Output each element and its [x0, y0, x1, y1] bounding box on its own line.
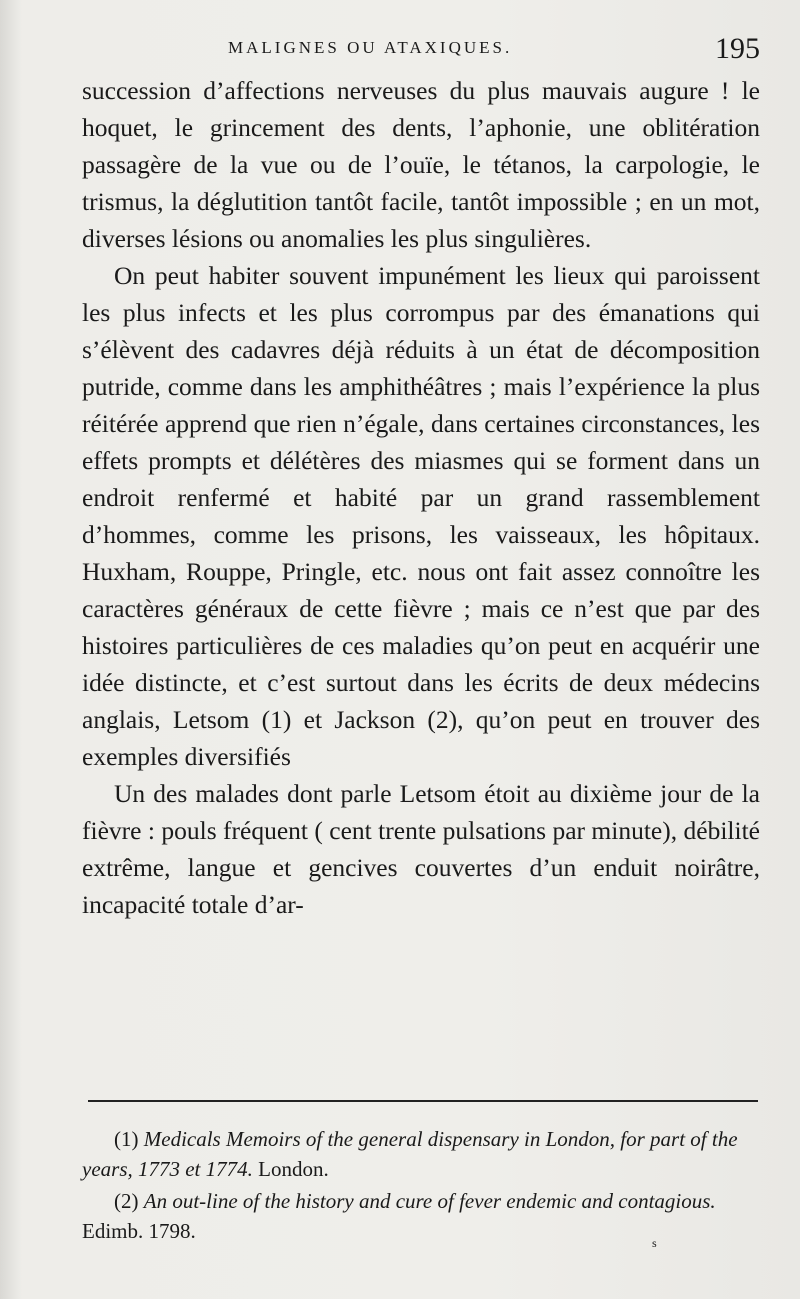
page-number: 195 [715, 32, 760, 65]
footnote-divider [88, 1100, 758, 1102]
paragraph: succession d’affections nerveuses du plus mauvais augure ! le hoquet, le grincement des dents, l’aphonie, une oblitération passagère de la vue ou de l’ouïe, le tétanos, la carpologie, le trismus, la déglutition tantôt facile, tantôt impossible ; en un mot, diverses lésions ou anomalies les plus singulières. [82, 76, 760, 253]
page-header [228, 34, 760, 68]
running-title: MALIGNES OU ATAXIQUES. [228, 38, 513, 57]
body-text [82, 72, 760, 923]
footnote-title: An out-line of the history and cure of fever endemic and contagious. [143, 1189, 716, 1213]
footnotes [82, 1124, 760, 1248]
footnote [82, 1124, 760, 1184]
paragraph: Un des malades dont parle Letsom étoit au dixième jour de la fièvre : pouls fréquent ( cent trente pulsations par minute), débilité extrême, langue et gencives couvertes d’un enduit noirâtre, incapacité totale d’ar- [82, 779, 760, 919]
footnote-number: (1) [114, 1127, 139, 1151]
footnote [82, 1186, 760, 1246]
signature-mark: s [652, 1236, 657, 1250]
footnote-number: (2) [114, 1189, 139, 1213]
footnote-place: Edimb. 1798. [82, 1219, 196, 1243]
footnote-title: Medicals Memoirs of the general dispensary in London, for part of the years, 1773 et 1774. [82, 1127, 738, 1181]
paragraph: On peut habiter souvent impunément les lieux qui paroissent les plus infects et les plus corrompus par des émanations qui s’élèvent des cadavres déjà réduits à un état de décomposition putride, comme dans les amphithéâtres ; mais l’expérience la plus réitérée apprend que rien n’égale, dans certaines circonstances, les effets prompts et délétères des miasmes qui se forment dans un endroit renfermé et habité par un grand rassemblement d’hommes, comme les prisons, les vaisseaux, les hôpitaux. Huxham, Rouppe, Pringle, etc. nous ont fait assez connoître les caractères généraux de cette fièvre ; mais ce n’est que par des histoires particulières de ces maladies qu’on peut en acquérir une idée distincte, et c’est surtout dans les écrits de deux médecins anglais, Letsom (1) et Jackson (2), qu’on peut en trouver des exemples diversifiés [82, 261, 760, 771]
footnote-place: London. [252, 1157, 329, 1181]
